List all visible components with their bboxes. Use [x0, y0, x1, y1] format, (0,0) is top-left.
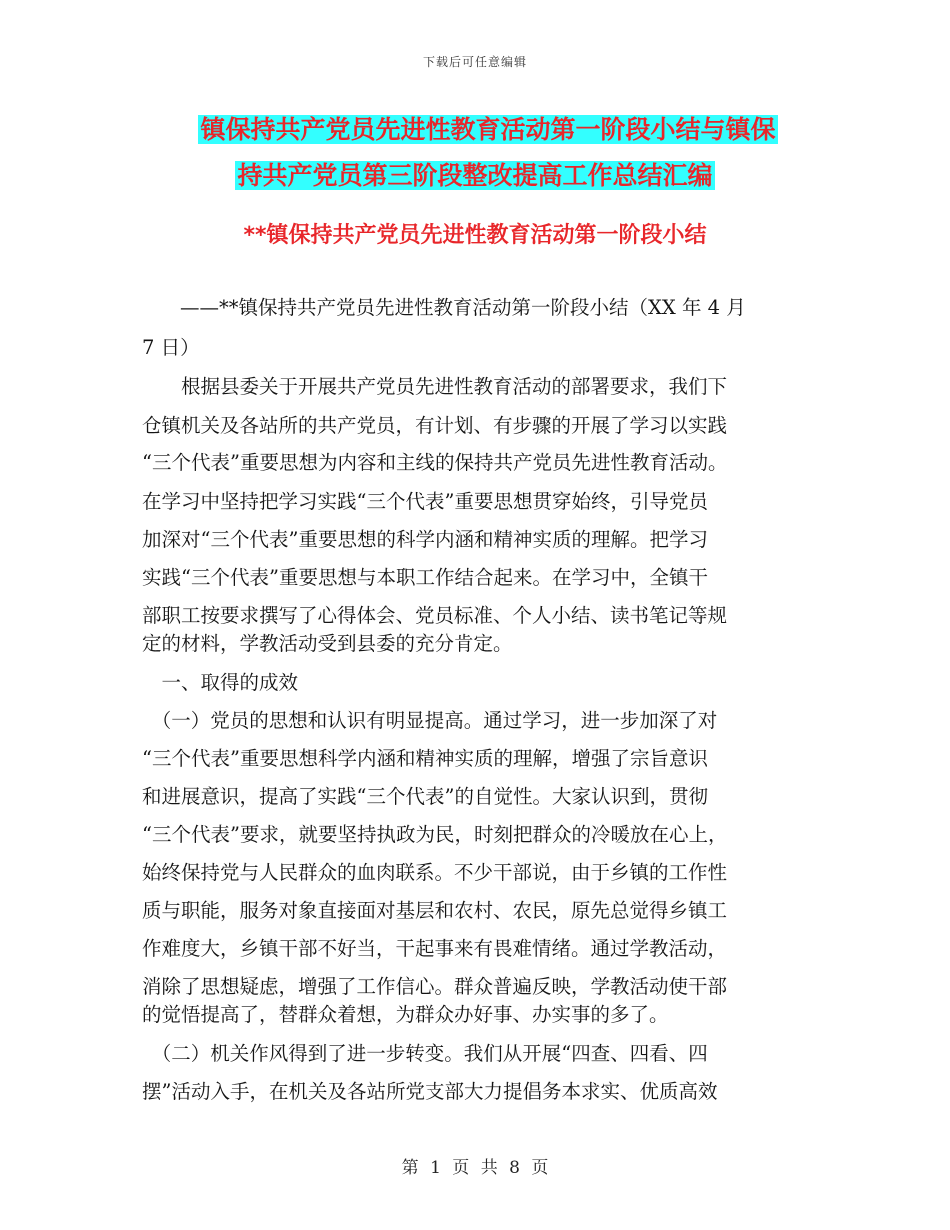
body-line: 摆”活动入手，在机关及各站所党支部大力提倡务本求实、优质高效	[142, 1080, 718, 1103]
body-line: 作难度大，乡镇干部不好当，干起事来有畏难情绪。通过学教活动，	[142, 937, 728, 960]
title-highlight-1: 镇保持共产党员先进性教育活动第一阶段小结与镇保	[200, 115, 776, 144]
section-heading: 一、取得的成效	[142, 671, 299, 694]
body-line: “三个代表”要求，就要坚持执政为民，时刻把群众的冷暖放在心上，	[142, 823, 728, 846]
body-line: 部职工按要求撰写了心得体会、党员标准、个人小结、读书笔记等规	[142, 604, 728, 627]
body-line: 定的材料，学教活动受到县委的充分肯定。	[142, 632, 513, 655]
body-line: 实践“三个代表”重要思想与本职工作结合起来。在学习中，全镇干	[142, 566, 708, 589]
body-line: 质与职能，服务对象直接面对基层和农村、农民，原先总觉得乡镇工	[142, 899, 728, 922]
body-line: 根据县委关于开展共产党员先进性教育活动的部署要求，我们下	[142, 375, 728, 398]
page-number-footer: 第 1 页 共 8 页	[401, 1158, 549, 1178]
body-line: 始终保持党与人民群众的血肉联系。不少干部说，由于乡镇的工作性	[142, 861, 728, 884]
body-line: ——**镇保持共产党员先进性教育活动第一阶段小结（XX 年 4 月	[180, 296, 746, 319]
title-highlight-2: 持共产党员第三阶段整改提高工作总结汇编	[237, 161, 713, 190]
body-line: 7 日）	[142, 336, 200, 359]
body-line: 的觉悟提高了，替群众着想，为群众办好事、办实事的多了。	[142, 1003, 669, 1026]
body-line: （一）党员的思想和认识有明显提高。通过学习，进一步加深了对	[142, 709, 718, 732]
page-header-note: 下载后可任意编辑	[422, 55, 527, 69]
section-title: **镇保持共产党员先进性教育活动第一阶段小结	[243, 223, 707, 248]
body-line: （二）机关作风得到了进一步转变。我们从开展“四查、四看、四	[142, 1042, 708, 1065]
body-line: 消除了思想疑虑，增强了工作信心。群众普遍反映，学教活动使干部	[142, 975, 728, 998]
body-line: 在学习中坚持把学习实践“三个代表”重要思想贯穿始终，引导党员	[142, 490, 708, 513]
body-line: 仓镇机关及各站所的共产党员，有计划、有步骤的开展了学习以实践	[142, 414, 728, 437]
body-line: “三个代表”重要思想为内容和主线的保持共产党员先进性教育活动。	[142, 451, 728, 474]
document-title-line-2	[0, 156, 950, 196]
body-line: 加深对“三个代表”重要思想的科学内涵和精神实质的理解。把学习	[142, 528, 708, 551]
body-line: “三个代表”重要思想科学内涵和精神实质的理解，增强了宗旨意识	[142, 747, 708, 770]
document-title-line-1	[0, 110, 950, 150]
body-line: 和进展意识，提高了实践“三个代表”的自觉性。大家认识到，贯彻	[142, 785, 708, 808]
